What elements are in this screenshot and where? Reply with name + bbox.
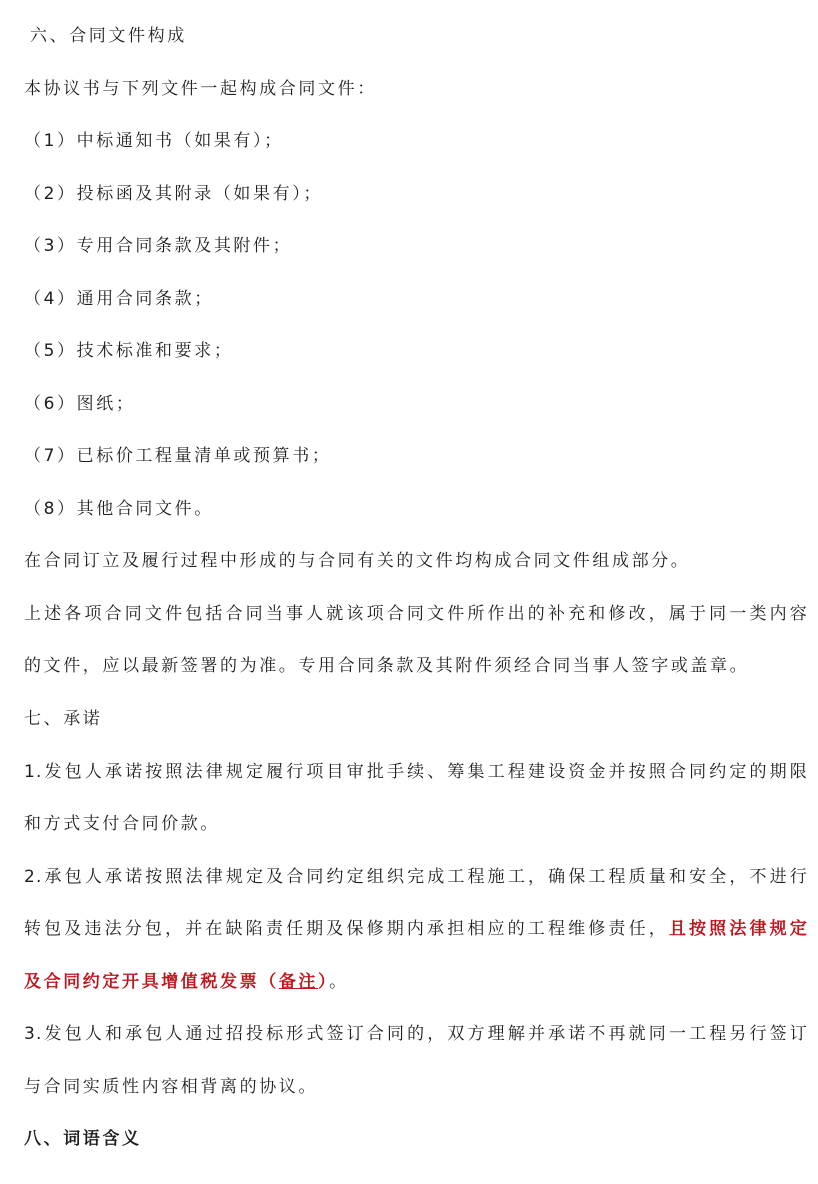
list-item: （8）其他合同文件。	[24, 499, 214, 519]
paragraph-line: 上述各项合同文件包括合同当事人就该项合同文件所作出的补充和修改，属于同一类内容	[24, 604, 808, 624]
list-item: （5）技术标准和要求；	[24, 341, 234, 361]
highlighted-text: 及合同约定开具增值税发票（	[24, 972, 279, 992]
list-item: （7）已标价工程量清单或预算书；	[24, 446, 332, 466]
paragraph-line: 3.发包人和承包人通过招投标形式签订合同的，双方理解并承诺不再就同一工程另行签订	[24, 1024, 808, 1044]
paragraph-line	[24, 971, 349, 993]
paragraph-text: 转包及违法分包，并在缺陷责任期及保修期内承担相应的工程维修责任，	[24, 919, 669, 939]
paragraph-line: 1.发包人承诺按照法律规定履行项目审批手续、筹集工程建设资金并按照合同约定的期限	[24, 762, 808, 782]
highlighted-text: ）	[318, 972, 330, 992]
underlined-note: 备注	[278, 972, 319, 992]
paragraph: 在合同订立及履行过程中形成的与合同有关的文件均构成合同文件组成部分。	[24, 551, 691, 571]
list-item: （1）中标通知书（如果有）；	[24, 131, 284, 151]
paragraph-line: 2.承包人承诺按照法律规定及合同约定组织完成工程施工，确保工程质量和安全，不进行	[24, 867, 808, 887]
list-item: （4）通用合同条款；	[24, 289, 214, 309]
highlighted-text: 且按照法律规定	[668, 919, 808, 939]
list-item: （3）专用合同条款及其附件；	[24, 236, 293, 256]
paragraph-line: 与合同实质性内容相背离的协议。	[24, 1077, 318, 1097]
section-6-intro: 本协议书与下列文件一起构成合同文件：	[24, 79, 377, 99]
paragraph-line	[24, 918, 808, 940]
list-item: （2）投标函及其附录（如果有）；	[24, 184, 323, 204]
section-6-heading: 六、合同文件构成	[30, 26, 187, 46]
section-8-heading: 八、词语含义	[24, 1129, 142, 1149]
list-item: （6）图纸；	[24, 394, 136, 414]
paragraph-line: 和方式支付合同价款。	[24, 814, 220, 834]
paragraph-text: 。	[329, 972, 349, 992]
section-7-heading: 七、承诺	[24, 709, 103, 729]
paragraph-line: 的文件，应以最新签署的为准。专用合同条款及其附件须经合同当事人签字或盖章。	[24, 656, 750, 676]
